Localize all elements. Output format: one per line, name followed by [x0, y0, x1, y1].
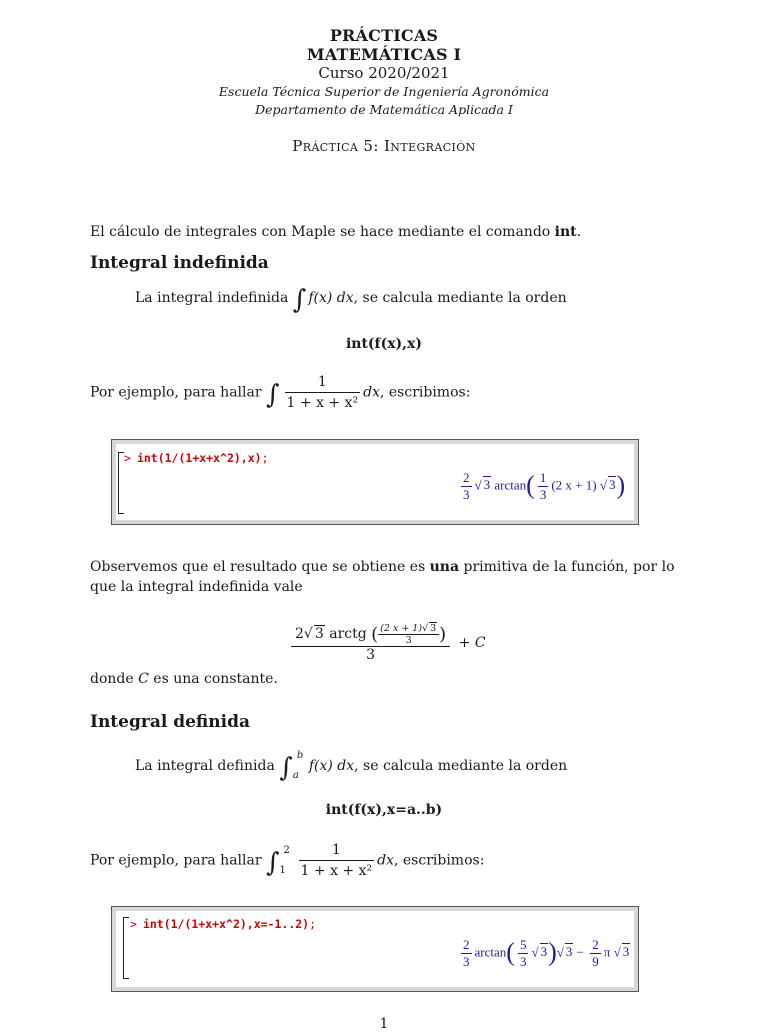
maple-worksheet-box — [111, 439, 639, 525]
definite-example-post: , escribimos: — [393, 852, 485, 869]
out-frac-num-2: 1 — [539, 470, 547, 485]
res-sqrt: 3 — [314, 626, 324, 642]
constant-note-pre: donde — [90, 671, 139, 687]
out2-sqrt-3: 3 — [622, 944, 630, 960]
maple-worksheet-box — [111, 906, 639, 992]
result-numerator: 2√ 3 arctg ( $\frac{(2 x + 1)√ 3}{3}$ ) — [295, 623, 447, 646]
doc-title-line2: MATEMÁTICAS I — [306, 45, 462, 64]
out2-frac-num-3: 2 — [592, 937, 599, 952]
res-inner-den: 3 — [378, 634, 439, 646]
execution-group-bracket — [123, 917, 129, 979]
out2-frac-num-2: 5 — [519, 937, 527, 952]
integrand: f(x) dx — [308, 290, 354, 306]
integral-sign-icon: ∫ — [292, 285, 307, 315]
upper-limit: 2 — [283, 844, 290, 856]
out2-frac-num: 2 — [463, 937, 470, 952]
maple-input-line[interactable] — [130, 917, 316, 931]
definite-command: int(f(x),x=a..b) — [325, 802, 443, 818]
out2-frac-den-2: 3 — [519, 954, 527, 969]
fraction-denominator: 1 + x + x² — [299, 860, 375, 881]
maple-input-line[interactable] — [124, 451, 269, 465]
indefinite-example — [90, 372, 470, 413]
result-denominator: 3 — [291, 646, 450, 663]
school-name: Escuela Técnica Superior de Ingeniería Agronómica — [218, 84, 550, 99]
integral-sign-icon: ∫ — [266, 379, 280, 410]
department-name: Departamento de Matemática Aplicada I — [255, 102, 513, 117]
indefinite-definition — [135, 285, 567, 315]
out2-frac-den-3: 9 — [592, 954, 599, 969]
out-frac-den: 3 — [463, 487, 470, 502]
out-sqrt: 3 — [483, 477, 491, 493]
maple-command: int(1/(1+x+x^2),x) — [136, 451, 262, 465]
res-inner-num: (2 x + 1)√ 3 — [380, 623, 437, 634]
res-inner-lin: (2 x + 1) — [380, 623, 423, 634]
res-coef: 2 — [295, 626, 304, 642]
definite-definition — [135, 750, 568, 783]
plus-constant: + C — [458, 634, 486, 651]
differential: dx — [377, 852, 394, 869]
intro-paragraph — [90, 222, 581, 242]
constant-note-post: es una constante. — [148, 671, 278, 687]
out-sqrt-2: 3 — [608, 477, 616, 493]
note-pre: Observemos que el resultado que se obtiene es — [90, 559, 430, 575]
integrand-fraction — [285, 372, 361, 413]
indefinite-def-pre: La integral indefinida — [135, 290, 289, 306]
note-bold: una — [429, 559, 460, 575]
primitive-note — [90, 557, 680, 597]
fraction-numerator: 1 — [331, 842, 341, 858]
lower-limit: a — [292, 770, 299, 781]
intro-end: . — [576, 224, 582, 240]
maple-output: $\frac{2}{3}$ √ 3 arctan( $\frac{1}{3}$ (2 x + 1) √ 3) — [463, 470, 626, 502]
out2-frac-den: 3 — [463, 954, 470, 969]
out2-pi: π — [603, 944, 611, 960]
out-linear: (2 x + 1) — [551, 477, 597, 493]
page-number: 1 — [379, 1016, 389, 1032]
out2-sqrt-2: 3 — [565, 944, 573, 960]
note-post: primitiva de la función, por lo que la integral indefinida vale — [90, 559, 675, 595]
out2-arctan: arctan — [474, 944, 507, 960]
out-frac-num: 2 — [463, 470, 470, 485]
maple-semicolon: ; — [261, 451, 269, 465]
out2-sqrt: 3 — [540, 944, 548, 960]
lower-limit: 1 — [279, 864, 286, 876]
maple-output: $\frac{2}{3}$ arctan( $\frac{5}{3}$ √ 3)√ 3 − $\frac{2}{9}$ π √ 3 — [463, 937, 630, 969]
differential: dx — [363, 384, 380, 401]
practice-title: Práctica 5: Integración — [292, 137, 476, 155]
constant-symbol: C — [138, 671, 149, 687]
definite-example-pre: Por ejemplo, para hallar — [90, 852, 262, 869]
fraction-numerator: 1 — [317, 374, 327, 390]
integral-limits — [292, 750, 309, 781]
definite-def-pre: La integral definida — [135, 758, 275, 774]
prompt-icon: > — [130, 917, 137, 931]
indefinite-def-post: , se calcula mediante la orden — [353, 290, 567, 306]
heading-indefinite: Integral indefinida — [90, 253, 269, 273]
heading-definite: Integral definida — [90, 712, 250, 732]
upper-limit: b — [296, 750, 304, 761]
result-formula — [291, 622, 486, 663]
res-arctg: arctg — [329, 626, 367, 642]
prompt-icon: > — [124, 451, 131, 465]
out-frac-den-2: 3 — [539, 487, 547, 502]
intro-text: El cálculo de integrales con Maple se hace mediante el comando — [90, 224, 555, 240]
indefinite-example-post: , escribimos: — [379, 384, 471, 401]
definite-example — [90, 840, 484, 881]
integral-limits — [279, 844, 296, 876]
course-year: Curso 2020/2021 — [318, 64, 450, 82]
doc-title-line1: PRÁCTICAS — [329, 26, 439, 45]
integral-sign-icon: ∫ — [266, 847, 280, 878]
definite-def-post: , se calcula mediante la orden — [354, 758, 568, 774]
res-inner-sqrt: 3 — [430, 623, 437, 634]
result-fraction — [291, 622, 450, 663]
integrand: f(x) dx — [308, 758, 355, 774]
indefinite-example-pre: Por ejemplo, para hallar — [90, 384, 262, 401]
constant-note — [90, 669, 278, 689]
integrand-fraction — [299, 840, 375, 881]
maple-semicolon: ; — [309, 917, 317, 931]
fraction-denominator: 1 + x + x² — [285, 392, 361, 413]
intro-command: int — [554, 224, 577, 240]
indefinite-command: int(f(x),x) — [345, 336, 423, 352]
out-arctan: arctan — [494, 477, 527, 493]
integral-sign-icon: ∫ — [279, 753, 293, 783]
maple-command: int(1/(1+x+x^2),x=-1..2) — [142, 917, 310, 931]
